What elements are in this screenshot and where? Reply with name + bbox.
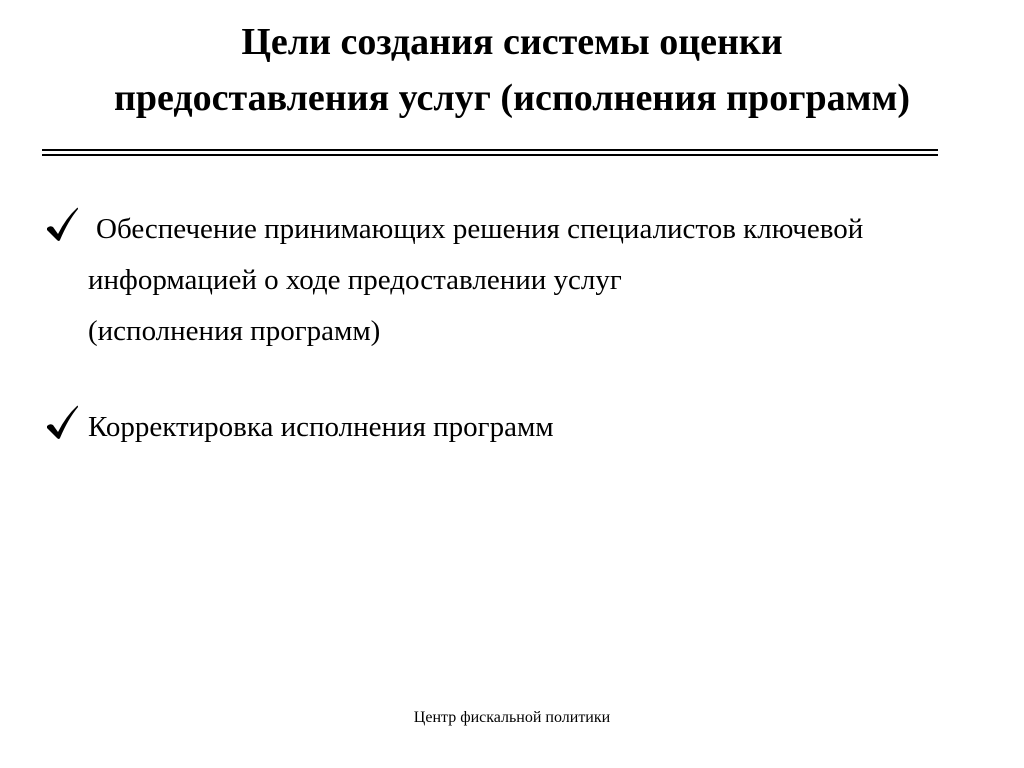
- title-underline-top: [42, 149, 938, 151]
- slide-title: [0, 14, 1024, 126]
- checkmark-icon: [44, 404, 80, 444]
- title-underline-bottom: [42, 154, 938, 156]
- bullet-1-line-1: Обеспечение принимающих решения специалистов ключевой: [96, 213, 864, 245]
- slide-title-line-1: Цели создания системы оценки: [241, 21, 783, 63]
- bullet-2-line-1: Корректировка исполнения программ: [88, 411, 554, 443]
- bullet-1-line-3: (исполнения программ): [88, 315, 381, 347]
- slide-title-line-2: предоставления услуг (исполнения программ): [113, 77, 910, 119]
- slide-footer: Центр фискальной политики: [413, 709, 611, 726]
- bullet-1-line-2: информацией о ходе предоставлении услуг: [88, 264, 622, 296]
- checkmark-icon: [44, 206, 80, 246]
